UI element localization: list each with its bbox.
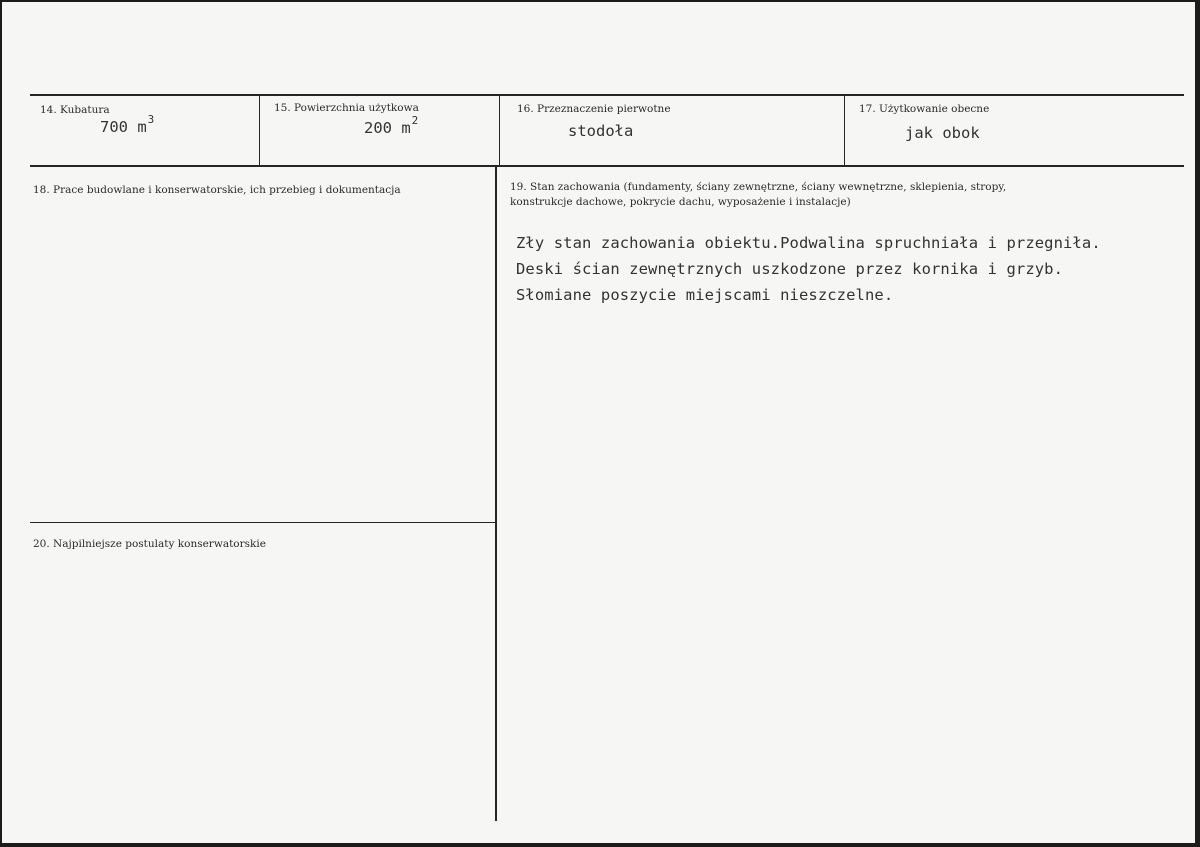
field-16-label: 16. Przeznaczenie pierwotne [517, 103, 671, 115]
main-column-divider [495, 166, 497, 821]
field-14-label: 14. Kubatura [40, 104, 110, 116]
field-19-text-line: Zły stan zachowania obiektu.Podwalina spruchniała i przegniła. [516, 234, 1101, 252]
field-18-label: 18. Prace budowlane i konserwatorskie, ich przebieg i dokumentacja [33, 184, 401, 196]
field-19-text-line: Deski ścian zewnętrznych uszkodzone przez kornika i grzyb. [516, 260, 1064, 278]
field-19-label-line-1: 19. Stan zachowania (fundamenty, ściany zewnętrzne, ściany wewnętrzne, sklepienia, stropy, [510, 181, 1007, 193]
divider-15-16 [499, 95, 500, 165]
divider-14-15 [259, 95, 260, 165]
field-17-value: jak obok [905, 124, 980, 142]
top-rule [30, 94, 1184, 96]
section-18-20-rule [30, 522, 496, 523]
field-16-value: stodoła [568, 122, 634, 140]
field-14-exponent: 3 [147, 113, 155, 126]
field-20-label: 20. Najpilniejsze postulaty konserwatorskie [33, 538, 266, 550]
field-14-number: 700 m [100, 118, 147, 136]
field-19-label-line-2: konstrukcje dachowe, pokrycie dachu, wyposażenie i instalacje) [510, 196, 851, 208]
form-sheet [2, 2, 1195, 843]
field-15-label: 15. Powierzchnia użytkowa [274, 102, 419, 114]
field-19-text-line: Słomiane poszycie miejscami nieszczelne. [516, 286, 894, 304]
field-15-number: 200 m [364, 119, 411, 137]
field-15-value [364, 114, 419, 137]
row-rule [30, 165, 1184, 167]
field-15-exponent: 2 [411, 114, 419, 127]
field-19-typed-text [516, 230, 1101, 308]
divider-16-17 [844, 95, 845, 165]
field-14-value [100, 113, 155, 136]
field-17-label: 17. Użytkowanie obecne [859, 103, 990, 115]
